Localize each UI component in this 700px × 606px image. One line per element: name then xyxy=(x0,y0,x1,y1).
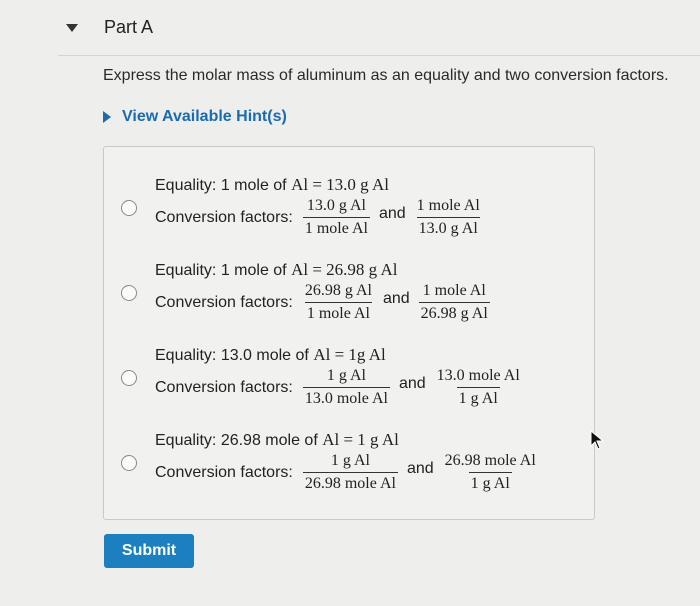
conversion-label: Conversion factors: xyxy=(155,208,293,226)
view-hints-link[interactable] xyxy=(103,108,287,126)
conversion-factors xyxy=(155,452,538,493)
equality-prefix: Equality: 1 mole of xyxy=(155,262,292,279)
choice-3[interactable] xyxy=(104,345,594,429)
denominator: 26.98 g Al xyxy=(419,302,490,323)
numerator: 26.98 mole Al xyxy=(444,452,536,469)
numerator: 26.98 g Al xyxy=(304,282,372,299)
numerator: 13.0 mole Al xyxy=(436,367,520,384)
choice-1[interactable] xyxy=(104,175,594,259)
equality-prefix: Equality: 1 mole of xyxy=(155,177,292,194)
caret-down-icon[interactable] xyxy=(66,24,78,32)
denominator: 1 g Al xyxy=(469,472,512,493)
equality-text xyxy=(155,175,389,195)
conversion-factors xyxy=(155,367,522,408)
equality-formula: Al = 1g Al xyxy=(313,345,386,364)
numerator: 13.0 g Al xyxy=(306,197,366,214)
equality-text xyxy=(155,345,386,365)
denominator: 26.98 mole Al xyxy=(303,472,398,493)
choice-2[interactable] xyxy=(104,260,594,344)
answer-choices xyxy=(103,146,595,520)
denominator: 1 mole Al xyxy=(303,217,370,238)
fraction-2 xyxy=(443,452,538,493)
fraction-2 xyxy=(415,197,482,238)
equality-prefix: Equality: 13.0 mole of xyxy=(155,347,314,364)
conversion-label: Conversion factors: xyxy=(155,463,293,481)
conversion-label: Conversion factors: xyxy=(155,293,293,311)
equality-text xyxy=(155,260,397,280)
and-text: and xyxy=(378,204,406,222)
conversion-label: Conversion factors: xyxy=(155,378,293,396)
equality-prefix: Equality: 26.98 mole of xyxy=(155,432,323,449)
radio-button[interactable] xyxy=(121,200,137,216)
numerator: 1 g Al xyxy=(326,367,366,384)
denominator: 1 g Al xyxy=(457,387,500,408)
equality-formula: Al = 26.98 g Al xyxy=(291,260,398,279)
radio-button[interactable] xyxy=(121,370,137,386)
numerator: 1 g Al xyxy=(330,452,370,469)
choice-4[interactable] xyxy=(104,430,594,514)
denominator: 13.0 g Al xyxy=(417,217,480,238)
hint-label[interactable]: View Available Hint(s) xyxy=(122,108,287,125)
fraction-1 xyxy=(303,197,370,238)
radio-button[interactable] xyxy=(121,285,137,301)
and-text: and xyxy=(382,289,410,307)
divider xyxy=(58,55,700,56)
denominator: 13.0 mole Al xyxy=(303,387,390,408)
submit-button[interactable]: Submit xyxy=(104,534,194,568)
conversion-factors xyxy=(155,282,490,323)
part-title: Part A xyxy=(104,17,154,37)
mouse-cursor-icon xyxy=(590,430,604,450)
fraction-1 xyxy=(303,282,374,323)
fraction-2 xyxy=(419,282,490,323)
radio-button[interactable] xyxy=(121,455,137,471)
numerator: 1 mole Al xyxy=(416,197,480,214)
fraction-1 xyxy=(303,452,398,493)
numerator: 1 mole Al xyxy=(422,282,486,299)
equality-formula: Al = 13.0 g Al xyxy=(291,175,389,194)
fraction-2 xyxy=(435,367,522,408)
conversion-factors xyxy=(155,197,482,238)
and-text: and xyxy=(406,459,434,477)
equality-text xyxy=(155,430,399,450)
denominator: 1 mole Al xyxy=(305,302,372,323)
caret-right-icon xyxy=(103,111,111,123)
equality-formula: Al = 1 g Al xyxy=(322,430,399,449)
fraction-1 xyxy=(303,367,390,408)
question-prompt: Express the molar mass of aluminum as an equality and two conversion factors. xyxy=(103,67,669,84)
and-text: and xyxy=(398,374,426,392)
